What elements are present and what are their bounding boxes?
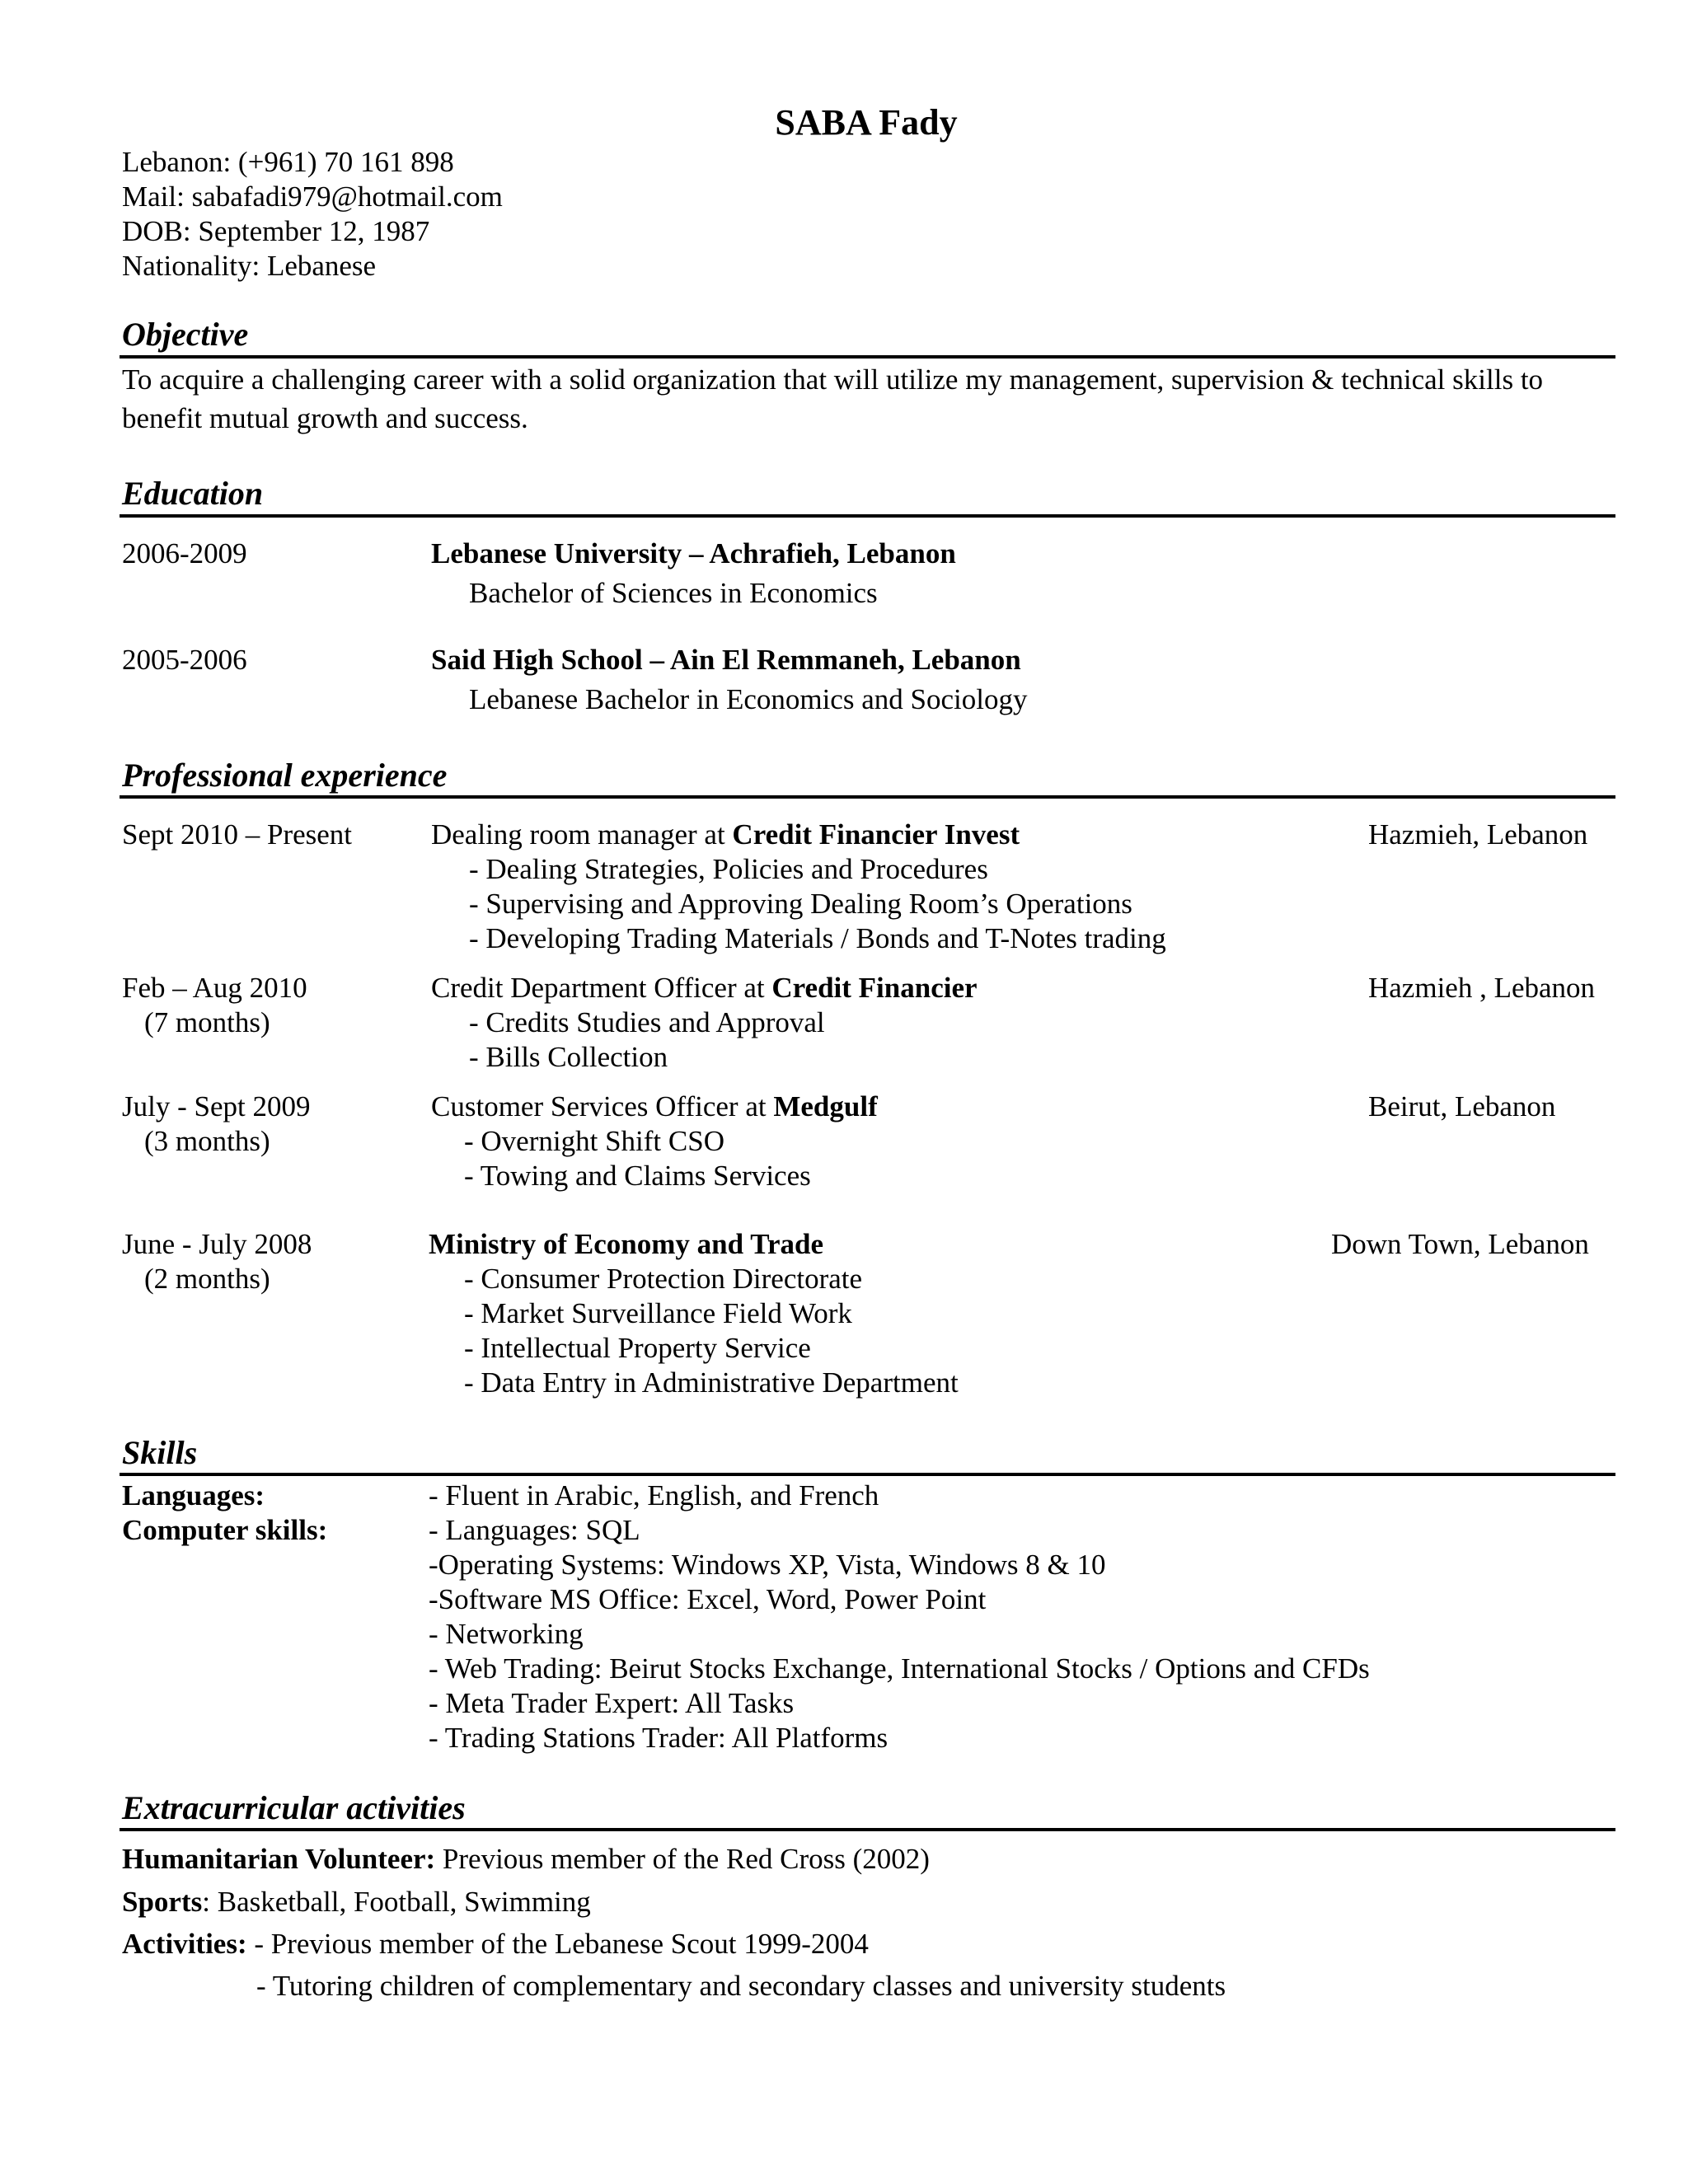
- activity-item: - Tutoring children of complementary and secondary classes and university students: [256, 1970, 1226, 2002]
- skill-line: - Web Trading: Beirut Stocks Exchange, International Stocks / Options and CFDs: [429, 1652, 1370, 1685]
- section-title-experience: Professional experience: [122, 757, 448, 794]
- skill-line: - Meta Trader Expert: All Tasks: [429, 1687, 795, 1719]
- job-company: Ministry of Economy and Trade: [429, 1228, 823, 1260]
- job-duration: (3 months): [144, 1125, 270, 1157]
- job-bullet: - Intellectual Property Service: [464, 1332, 811, 1364]
- section-title-education: Education: [122, 475, 264, 512]
- education-years: 2006-2009: [122, 537, 247, 569]
- job-bullet: - Overnight Shift CSO: [464, 1125, 724, 1157]
- job-date: Sept 2010 – Present: [122, 818, 353, 851]
- job-bullet: - Consumer Protection Directorate: [464, 1263, 863, 1295]
- skill-line: - Languages: SQL: [429, 1514, 640, 1546]
- education-degree: Lebanese Bachelor in Economics and Sociology: [469, 683, 1028, 715]
- job-date: July - Sept 2009: [122, 1090, 311, 1122]
- job-title: [431, 973, 978, 1002]
- job-duration: (2 months): [144, 1263, 270, 1295]
- activity-item: - Previous member of the Lebanese Scout 1999-2004: [246, 1928, 869, 1960]
- job-title: [429, 1230, 823, 1258]
- volunteer-line: [122, 1844, 930, 1873]
- section-divider: [120, 1473, 1615, 1476]
- skill-line: - Fluent in Arabic, English, and French: [429, 1479, 879, 1511]
- contact-dob: DOB: September 12, 1987: [122, 215, 430, 247]
- contact-phone: Lebanon: (+961) 70 161 898: [122, 146, 454, 178]
- job-date: Feb – Aug 2010: [122, 972, 307, 1004]
- contact-email: Mail: sabafadi979@hotmail.com: [122, 180, 503, 213]
- skill-line: - Trading Stations Trader: All Platforms: [429, 1722, 889, 1754]
- section-title-skills: Skills: [122, 1434, 198, 1471]
- sports-text: : Basketball, Football, Swimming: [202, 1886, 591, 1918]
- job-bullet: - Market Surveillance Field Work: [464, 1297, 852, 1329]
- job-location: Hazmieh , Lebanon: [1368, 972, 1596, 1004]
- section-divider: [120, 795, 1615, 799]
- education-years: 2005-2006: [122, 644, 247, 676]
- section-divider: [120, 355, 1615, 359]
- activities-line: [122, 1929, 869, 1958]
- objective-line-2: benefit mutual growth and success.: [122, 402, 528, 434]
- job-bullet: - Supervising and Approving Dealing Room’s Operations: [469, 888, 1132, 920]
- job-date: June - July 2008: [122, 1228, 312, 1260]
- job-location: Beirut, Lebanon: [1368, 1090, 1556, 1122]
- job-bullet: - Data Entry in Administrative Department: [464, 1366, 959, 1399]
- job-title: [431, 1092, 878, 1121]
- section-divider: [120, 1828, 1615, 1831]
- job-company: Medgulf: [773, 1090, 878, 1122]
- volunteer-text: Previous member of the Red Cross (2002): [435, 1843, 930, 1875]
- contact-nationality: Nationality: Lebanese: [122, 250, 377, 282]
- job-duration: (7 months): [144, 1006, 270, 1038]
- activities-label: Activities:: [122, 1928, 247, 1960]
- skill-line: - Networking: [429, 1618, 584, 1650]
- resume-name: SABA Fady: [775, 102, 958, 143]
- education-school: Said High School – Ain El Remmaneh, Lebanon: [431, 644, 1021, 676]
- job-role: Dealing room manager at: [431, 818, 733, 851]
- objective-line-1: To acquire a challenging career with a solid organization that will utilize my management, supervision & technical skills to: [122, 363, 1544, 396]
- skill-line: -Operating Systems: Windows XP, Vista, Windows 8 & 10: [429, 1549, 1106, 1581]
- volunteer-label: Humanitarian Volunteer:: [122, 1843, 436, 1875]
- education-school: Lebanese University – Achrafieh, Lebanon: [431, 537, 956, 569]
- job-bullet: - Dealing Strategies, Policies and Procedures: [469, 853, 988, 885]
- job-role: Customer Services Officer at: [431, 1090, 774, 1122]
- section-divider: [120, 514, 1615, 518]
- job-bullet: - Developing Trading Materials / Bonds and T-Notes trading: [469, 922, 1166, 954]
- job-location: Hazmieh, Lebanon: [1368, 818, 1588, 851]
- section-title-objective: Objective: [122, 316, 249, 353]
- job-location: Down Town, Lebanon: [1331, 1228, 1589, 1260]
- section-title-extracurricular: Extracurricular activities: [122, 1789, 466, 1826]
- job-company: Credit Financier Invest: [732, 818, 1020, 851]
- sports-label: Sports: [122, 1886, 203, 1918]
- skills-languages-label: Languages:: [122, 1479, 265, 1511]
- skills-computer-label: Computer skills:: [122, 1514, 328, 1546]
- sports-line: [122, 1887, 591, 1916]
- education-degree: Bachelor of Sciences in Economics: [469, 577, 878, 609]
- job-role: Credit Department Officer at: [431, 972, 772, 1004]
- job-title: [431, 820, 1020, 849]
- job-bullet: - Towing and Claims Services: [464, 1160, 811, 1192]
- skill-line: -Software MS Office: Excel, Word, Power Point: [429, 1583, 987, 1615]
- job-company: Credit Financier: [771, 972, 978, 1004]
- job-bullet: - Bills Collection: [469, 1041, 668, 1073]
- job-bullet: - Credits Studies and Approval: [469, 1006, 825, 1038]
